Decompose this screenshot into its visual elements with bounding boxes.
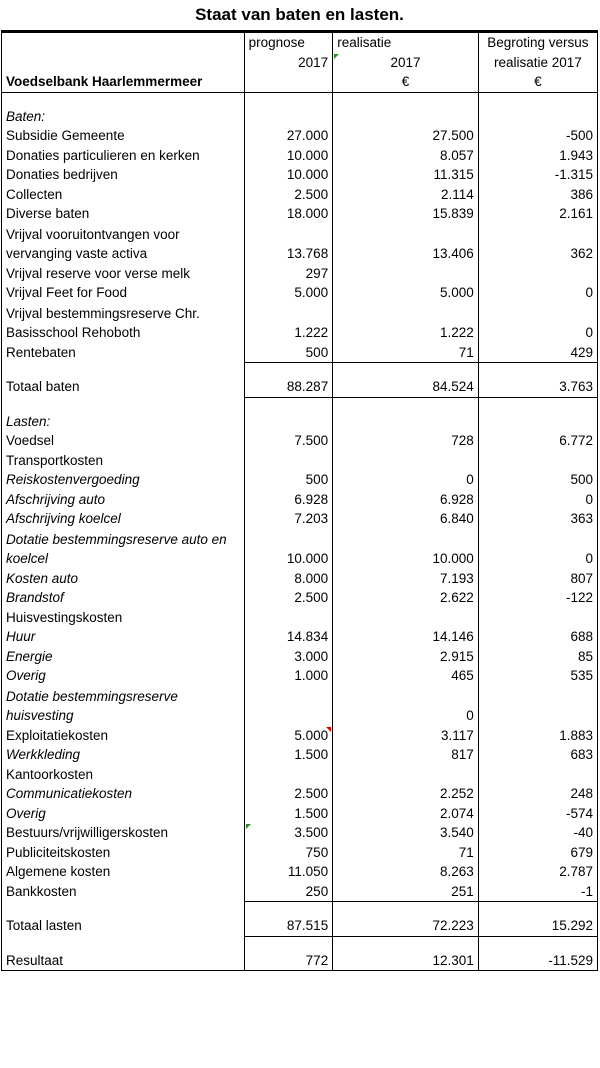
resultaat-row: Resultaat 772 12.301 -11.529	[2, 951, 598, 971]
col-verschil-unit: €	[478, 72, 597, 92]
verschil-value: -1.315	[478, 165, 597, 185]
baten-row	[2, 283, 598, 303]
realisatie-value: 0	[333, 686, 479, 726]
baten-row	[2, 224, 598, 264]
baten-row	[2, 146, 598, 166]
row-label: Publiciteitskosten	[2, 843, 245, 863]
realisatie-value: 13.406	[333, 224, 479, 264]
lasten-row	[2, 686, 598, 726]
lasten-row	[2, 882, 598, 902]
verschil-value: 248	[478, 784, 597, 804]
realisatie-value: 2.915	[333, 647, 479, 667]
lasten-row	[2, 608, 598, 628]
lasten-row	[2, 569, 598, 589]
baten-row	[2, 204, 598, 224]
lasten-row	[2, 726, 598, 746]
verschil-value: 0	[478, 283, 597, 303]
realisatie-value: 8.263	[333, 862, 479, 882]
lasten-row	[2, 627, 598, 647]
realisatie-value: 10.000	[333, 529, 479, 569]
prognose-value: 297	[244, 264, 333, 284]
prognose-value: 8.000	[244, 569, 333, 589]
verschil-value: 386	[478, 185, 597, 205]
verschil-value: 2.161	[478, 204, 597, 224]
prognose-value: 2.500	[244, 588, 333, 608]
lasten-row	[2, 588, 598, 608]
prognose-value: 5.000	[244, 283, 333, 303]
realisatie-value: 728	[333, 431, 479, 451]
row-label: Werkkleding	[2, 745, 245, 765]
statement-table	[1, 33, 598, 971]
prognose-value: 10.000	[244, 165, 333, 185]
row-label: Vrijval vooruitontvangen voor vervanging vaste activa	[2, 224, 245, 264]
realisatie-value: 1.222	[333, 303, 479, 343]
prognose-value: 2.500	[244, 185, 333, 205]
row-label: Kantoorkosten	[2, 765, 245, 785]
col-realisatie-unit: €	[333, 72, 479, 92]
verschil-value: -574	[478, 804, 597, 824]
row-label: Vrijval Feet for Food	[2, 283, 245, 303]
row-label: Overig	[2, 804, 245, 824]
verschil-value: 679	[478, 843, 597, 863]
baten-rows	[2, 126, 598, 363]
prognose-value: 1.500	[244, 804, 333, 824]
realisatie-value: 0	[333, 470, 479, 490]
verschil-value: 688	[478, 627, 597, 647]
row-label: Subsidie Gemeente	[2, 126, 245, 146]
org-name: Voedselbank Haarlemmermeer	[2, 72, 245, 92]
row-label: Dotatie bestemmingsreserve auto en koelcel	[2, 529, 245, 569]
realisatie-value	[333, 264, 479, 284]
lasten-row	[2, 666, 598, 686]
col-verschil-header: Begroting versus	[478, 33, 597, 53]
realisatie-value: 27.500	[333, 126, 479, 146]
lasten-row	[2, 804, 598, 824]
realisatie-value: 7.193	[333, 569, 479, 589]
lasten-row	[2, 490, 598, 510]
prognose-value: 1.500	[244, 745, 333, 765]
row-label: Vrijval bestemmingsreserve Chr. Basisschool Rehoboth	[2, 303, 245, 343]
verschil-value: 500	[478, 470, 597, 490]
realisatie-value: 6.928	[333, 490, 479, 510]
verschil-value: -1	[478, 882, 597, 902]
prognose-value	[244, 765, 333, 785]
total-lasten-row: Totaal lasten 87.515 72.223 15.292	[2, 916, 598, 936]
prognose-value: 3.500	[244, 823, 333, 843]
header-row-1	[2, 33, 598, 53]
lasten-row	[2, 823, 598, 843]
row-label: Huur	[2, 627, 245, 647]
row-label: Rentebaten	[2, 343, 245, 363]
lasten-row	[2, 745, 598, 765]
realisatie-value: 2.114	[333, 185, 479, 205]
realisatie-value: 251	[333, 882, 479, 902]
verschil-value	[478, 686, 597, 726]
prognose-value: 500	[244, 470, 333, 490]
realisatie-value	[333, 608, 479, 628]
verschil-value: 2.787	[478, 862, 597, 882]
prognose-value	[244, 686, 333, 726]
row-label: Overig	[2, 666, 245, 686]
comment-marker-icon	[246, 824, 251, 829]
verschil-value: 6.772	[478, 431, 597, 451]
lasten-rows	[2, 431, 598, 902]
verschil-value	[478, 264, 597, 284]
prognose-value: 500	[244, 343, 333, 363]
lasten-row	[2, 431, 598, 451]
prognose-value: 3.000	[244, 647, 333, 667]
realisatie-value: 2.622	[333, 588, 479, 608]
row-label: Exploitatiekosten	[2, 726, 245, 746]
col-verschil-sub: realisatie 2017	[478, 53, 597, 73]
realisatie-value: 2.074	[333, 804, 479, 824]
row-label: Afschrijving auto	[2, 490, 245, 510]
row-label: Reiskostenvergoeding	[2, 470, 245, 490]
lasten-row	[2, 784, 598, 804]
row-label: Donaties particulieren en kerken	[2, 146, 245, 166]
row-label: Communicatiekosten	[2, 784, 245, 804]
col-realisatie-header: realisatie	[333, 33, 479, 53]
verschil-value: 85	[478, 647, 597, 667]
realisatie-value: 5.000	[333, 283, 479, 303]
prognose-value: 7.500	[244, 431, 333, 451]
realisatie-value: 15.839	[333, 204, 479, 224]
prognose-value: 1.222	[244, 303, 333, 343]
header-row-3	[2, 72, 598, 92]
verschil-value: 0	[478, 490, 597, 510]
baten-row	[2, 303, 598, 343]
realisatie-value	[333, 451, 479, 471]
prognose-value: 250	[244, 882, 333, 902]
baten-row	[2, 264, 598, 284]
realisatie-value: 14.146	[333, 627, 479, 647]
baten-heading-row	[2, 107, 598, 127]
baten-row	[2, 185, 598, 205]
baten-row	[2, 126, 598, 146]
comment-marker-icon	[334, 54, 339, 59]
verschil-value: 362	[478, 224, 597, 264]
lasten-heading: Lasten:	[2, 412, 245, 432]
row-label: Transportkosten	[2, 451, 245, 471]
realisatie-value: 71	[333, 343, 479, 363]
row-label: Algemene kosten	[2, 862, 245, 882]
verschil-value: 535	[478, 666, 597, 686]
row-label: Energie	[2, 647, 245, 667]
prognose-value: 11.050	[244, 862, 333, 882]
prognose-value: 750	[244, 843, 333, 863]
realisatie-value: 71	[333, 843, 479, 863]
page-title: Staat van baten en lasten.	[1, 0, 598, 33]
verschil-value: 683	[478, 745, 597, 765]
lasten-row	[2, 647, 598, 667]
lasten-row	[2, 862, 598, 882]
baten-row	[2, 165, 598, 185]
prognose-value: 18.000	[244, 204, 333, 224]
lasten-row	[2, 470, 598, 490]
verschil-value	[478, 608, 597, 628]
row-label: Dotatie bestemmingsreserve huisvesting	[2, 686, 245, 726]
verschil-value: -500	[478, 126, 597, 146]
lasten-row	[2, 509, 598, 529]
row-label: Vrijval reserve voor verse melk	[2, 264, 245, 284]
verschil-value: 429	[478, 343, 597, 363]
realisatie-value: 817	[333, 745, 479, 765]
row-label: Bankkosten	[2, 882, 245, 902]
realisatie-value: 8.057	[333, 146, 479, 166]
verschil-value: -122	[478, 588, 597, 608]
lasten-row	[2, 765, 598, 785]
total-baten-row: Totaal baten 88.287 84.524 3.763	[2, 377, 598, 397]
realisatie-value: 6.840	[333, 509, 479, 529]
realisatie-value: 11.315	[333, 165, 479, 185]
statement-sheet	[1, 0, 598, 971]
baten-heading: Baten:	[2, 107, 245, 127]
col-prognose-header: prognose	[244, 33, 333, 53]
prognose-value: 6.928	[244, 490, 333, 510]
verschil-value: 1.943	[478, 146, 597, 166]
verschil-value	[478, 451, 597, 471]
lasten-heading-row	[2, 412, 598, 432]
prognose-value: 1.000	[244, 666, 333, 686]
prognose-value: 10.000	[244, 529, 333, 569]
row-label: Bestuurs/vrijwilligerskosten	[2, 823, 245, 843]
row-label: Donaties bedrijven	[2, 165, 245, 185]
row-label: Afschrijving koelcel	[2, 509, 245, 529]
verschil-value: 0	[478, 529, 597, 569]
verschil-value: 807	[478, 569, 597, 589]
col-prognose-year: 2017	[244, 53, 333, 73]
row-label: Kosten auto	[2, 569, 245, 589]
row-label: Voedsel	[2, 431, 245, 451]
realisatie-value: 2.252	[333, 784, 479, 804]
prognose-value	[244, 608, 333, 628]
realisatie-value: 3.540	[333, 823, 479, 843]
verschil-value	[478, 765, 597, 785]
verschil-value: 0	[478, 303, 597, 343]
prognose-value: 10.000	[244, 146, 333, 166]
prognose-value: 14.834	[244, 627, 333, 647]
row-label: Huisvestingskosten	[2, 608, 245, 628]
lasten-row	[2, 843, 598, 863]
baten-row	[2, 343, 598, 363]
row-label: Diverse baten	[2, 204, 245, 224]
prognose-value: 13.768	[244, 224, 333, 264]
prognose-value: 27.000	[244, 126, 333, 146]
prognose-value	[244, 451, 333, 471]
col-realisatie-year: 2017	[333, 53, 479, 73]
verschil-value: -40	[478, 823, 597, 843]
row-label: Brandstof	[2, 588, 245, 608]
realisatie-value	[333, 765, 479, 785]
prognose-value: 5.000	[244, 726, 333, 746]
header-row-2	[2, 53, 598, 73]
prognose-value: 7.203	[244, 509, 333, 529]
realisatie-value: 3.117	[333, 726, 479, 746]
verschil-value: 1.883	[478, 726, 597, 746]
realisatie-value: 465	[333, 666, 479, 686]
verschil-value: 363	[478, 509, 597, 529]
lasten-row	[2, 451, 598, 471]
prognose-value: 2.500	[244, 784, 333, 804]
row-label: Collecten	[2, 185, 245, 205]
comment-marker-icon	[326, 727, 331, 732]
lasten-row	[2, 529, 598, 569]
